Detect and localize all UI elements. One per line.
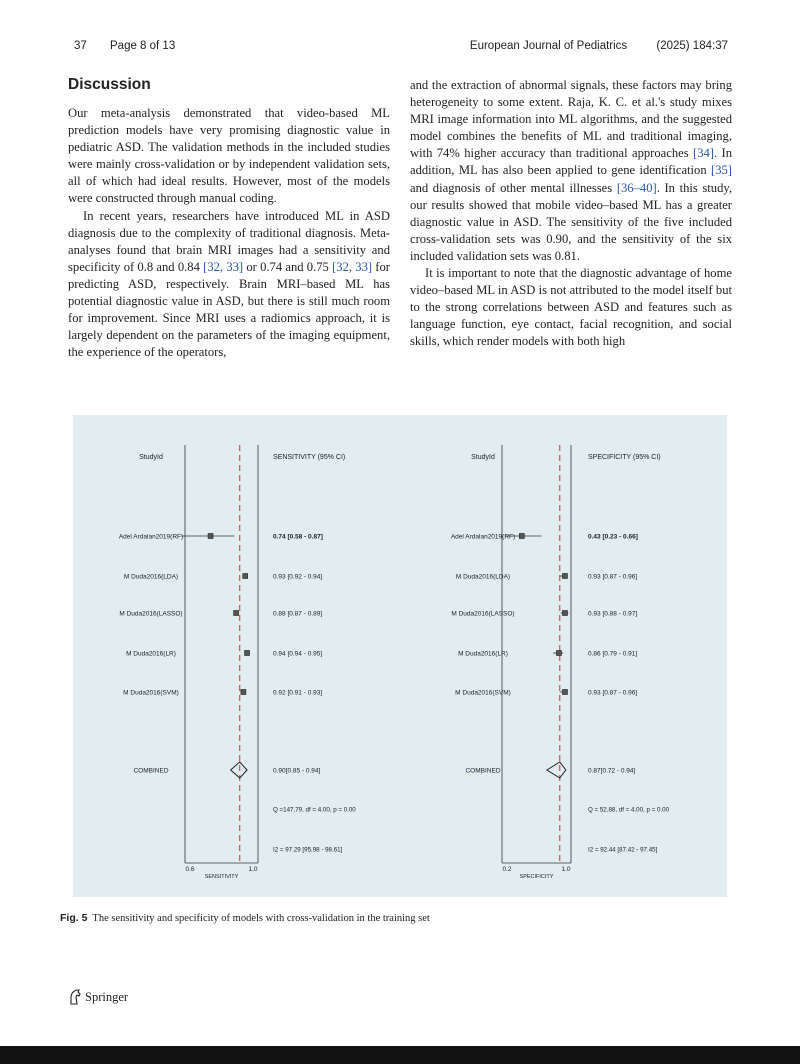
point-estimate-marker [243, 574, 248, 579]
estimate-label: 0.93 [0.92 - 0.94] [273, 573, 323, 581]
publisher-name: Springer [85, 989, 129, 1004]
paragraph [410, 77, 732, 265]
study-name: M Duda2016(LASSO) [451, 610, 515, 618]
combined-name: COMBINED [465, 767, 501, 775]
study-name: M Duda2016(LR) [458, 650, 508, 658]
point-estimate-marker [556, 651, 561, 656]
estimate-label: 0.74 [0.58 - 0.87] [273, 533, 323, 541]
estimate-label: 0.86 [0.79 - 0.91] [588, 650, 638, 658]
point-estimate-marker [241, 690, 246, 695]
figure-caption [60, 912, 430, 924]
journal-citation: (2025) 184:37 [656, 40, 728, 52]
left-column [68, 76, 390, 361]
point-estimate-marker [562, 690, 567, 695]
x-axis-label: SPECIFICITY [519, 874, 554, 880]
x-tick-label: 1.0 [248, 866, 258, 873]
springer-horse-icon [68, 989, 82, 1005]
estimate-label: 0.92 [0.91 - 0.93] [273, 689, 323, 697]
estimate-label: 0.93 [0.87 - 0.96] [588, 573, 638, 581]
text-run: . In addition, ML has also been applied to gene identification [410, 146, 732, 178]
forest-plot-figure [73, 415, 727, 897]
combined-label: 0.90[0.85 - 0.94] [273, 767, 321, 775]
caption-text: The sensitivity and specificity of models with cross-validation in the training set [92, 913, 430, 924]
x-axis-label: SENSITIVITY [204, 874, 239, 880]
heterogeneity-i2: I2 = 97.29 [95.98 - 98.61] [273, 846, 343, 854]
study-name: M Duda2016(SVM) [123, 689, 179, 697]
study-name: M Duda2016(LDA) [455, 573, 511, 581]
page-of: Page 8 of 13 [110, 40, 176, 52]
section-heading: Discussion [68, 76, 151, 93]
text-run: and diagnosis of other mental illnesses [410, 180, 617, 195]
figure-label: Fig. 5 [60, 912, 88, 924]
column-header-value: SENSITIVITY (95% CI) [273, 454, 346, 461]
column-header-study: StudyId [471, 454, 495, 461]
text-run: In recent years, researchers have introduced ML in ASD diagnosis due to the complexity of traditional diagnosis. Meta-analyses found that brain MRI images had a sensitivity and specificity of 0.8 and 0.84 [68, 208, 390, 274]
estimate-label: 0.88 [0.87 - 0.89] [273, 610, 323, 618]
citation-link[interactable]: [35] [711, 163, 732, 178]
x-tick-label: 1.0 [561, 866, 571, 873]
study-name: M Duda2016(LDA) [123, 573, 179, 581]
paragraph: Our meta-analysis demonstrated that video-based ML prediction models have very promising diagnostic value in pediatric ASD. The validation methods in the included studies were mainly cross-validation or by independent validation sets, all of which had ideal results. However, most of the models were constructed through manual coding. [68, 106, 390, 206]
study-name: Adel Ardalan2019(RF) [450, 533, 516, 541]
heterogeneity-q: Q =147.79, df = 4.00, p = 0.00 [273, 806, 356, 814]
combined-diamond [231, 762, 247, 778]
x-tick-label: 0.6 [185, 866, 195, 873]
point-estimate-marker [562, 574, 567, 579]
heterogeneity-q: Q = 52.88, df = 4.00, p = 0.00 [588, 806, 670, 814]
point-estimate-marker [562, 611, 567, 616]
citation-link[interactable]: [32, 33] [332, 259, 373, 274]
paragraph: It is important to note that the diagnostic advantage of home video–based ML in ASD is not attributed to the model itself but to the strong correlations between ASD and features such as language function, eye contact, facial recognition, and social skills, which render models with both high [410, 266, 732, 349]
text-run: or 0.74 and 0.75 [243, 259, 333, 274]
point-estimate-marker [519, 534, 524, 539]
citation-link[interactable]: [34] [693, 146, 714, 161]
x-tick-label: 0.2 [502, 866, 512, 873]
point-estimate-marker [234, 611, 239, 616]
point-estimate-marker [245, 651, 250, 656]
journal-name: European Journal of Pediatrics [469, 40, 628, 52]
study-name: M Duda2016(LASSO) [119, 610, 183, 618]
column-header-value: SPECIFICITY (95% CI) [588, 454, 661, 461]
column-header-study: StudyId [139, 454, 163, 461]
text-run: for predicting ASD, respectively. Brain MRI–based ML has potential diagnostic value in ASD, but there is still much room for improvement. Since MRI uses a radiomics approach, it is largely dependent on the parameters of the imaging equipment, the experience of the operators, [68, 259, 390, 360]
page-footer [68, 989, 128, 1005]
estimate-label: 0.43 [0.23 - 0.66] [588, 533, 638, 541]
right-column [410, 77, 732, 351]
point-estimate-marker [208, 534, 213, 539]
estimate-label: 0.94 [0.94 - 0.95] [273, 650, 323, 658]
heterogeneity-i2: I2 = 92.44 [87.42 - 97.45] [588, 846, 658, 854]
estimate-label: 0.93 [0.88 - 0.97] [588, 610, 638, 618]
text-run: and the extraction of abnormal signals, these factors may bring heterogeneity to some extent. Raja, K. C. et al.'s study mixes MRI image information into ML algorithms, and the suggested model combines the benefits of ML and traditional imaging, with 74% higher accuracy than traditional approaches [410, 78, 732, 161]
forest-plot-svg [73, 415, 727, 897]
combined-diamond [547, 762, 566, 778]
estimate-label: 0.93 [0.87 - 0.96] [588, 689, 638, 697]
study-name: M Duda2016(LR) [126, 650, 176, 658]
text-run: . In this study, our results showed that mobile video–based ML has a greater diagnostic value in ASD. The sensitivity of the five included cross-validation sets was 0.90, and the sensitivity of the six included validation sets was 0.81. [410, 180, 733, 263]
paragraph [68, 208, 390, 362]
combined-name: COMBINED [133, 767, 169, 775]
study-name: M Duda2016(SVM) [455, 689, 511, 697]
study-name: Adel Ardalan2019(RF) [118, 533, 184, 541]
citation-link[interactable]: [36–40] [616, 180, 657, 195]
bottom-bar [0, 1046, 800, 1064]
combined-label: 0.87[0.72 - 0.94] [588, 767, 636, 775]
page-header [72, 40, 728, 56]
citation-link[interactable]: [32, 33] [203, 259, 244, 274]
page-number: 37 [74, 40, 87, 52]
